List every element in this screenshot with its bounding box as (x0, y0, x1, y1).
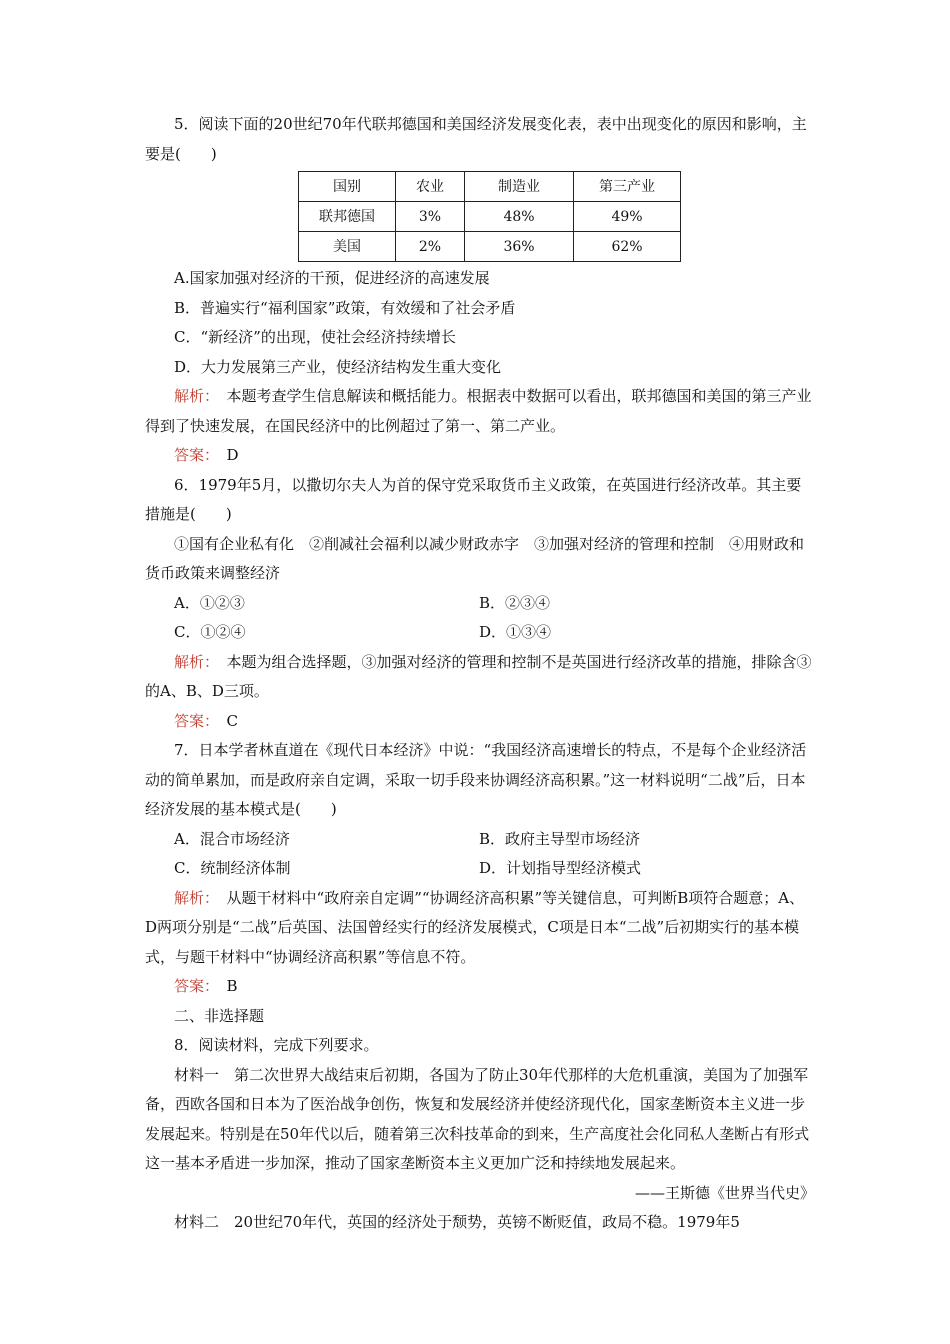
table-cell: 美国 (299, 232, 396, 262)
q7-option-a: A．混合市场经济 (174, 829, 290, 848)
analysis-text: 本题为组合选择题，③加强对经济的管理和控制不是英国进行经济改革的措施，排除含③的A、B、D三项。 (145, 652, 812, 700)
q6-option-b: B．②③④ (479, 593, 551, 612)
q6-option-c: C．①②④ (174, 623, 246, 641)
q7-options-row-1 (145, 825, 815, 855)
table-row (299, 232, 681, 262)
q8-material-1-source: ——王斯德《世界当代史》 (634, 1183, 815, 1202)
q6-analysis (145, 648, 815, 707)
answer-label: 答案： (174, 977, 212, 995)
q6-options-row-2 (145, 618, 815, 648)
table-cell: 62% (574, 232, 681, 262)
q5-option-a: A.国家加强对经济的干预，促进经济的高速发展 (174, 269, 490, 287)
q6-answer (145, 707, 815, 737)
answer-label: 答案： (174, 711, 212, 730)
q7-option-c: C．统制经济体制 (174, 859, 291, 877)
q5-table (298, 171, 681, 262)
table-row (299, 202, 681, 232)
analysis-text: 本题考查学生信息解读和概括能力。根据表中数据可以看出，联邦德国和美国的第三产业得到了快速发展，在国民经济中的比例超过了第一、第二产业。 (145, 387, 812, 435)
answer-text: C (226, 711, 239, 730)
table-row (299, 172, 681, 202)
q5-stem: 5．阅读下面的20世纪70年代联邦德国和美国经济发展变化表，表中出现变化的原因和影响，主要是( ) (145, 115, 807, 163)
q5-option-b: B．普遍实行“福利国家”政策，有效缓和了社会矛盾 (174, 298, 516, 317)
q5-option-d: D．大力发展第三产业，使经济结构发生重大变化 (174, 357, 502, 376)
answer-text: B (226, 977, 238, 995)
q8-material-1: 材料一 第二次世界大战结束后初期，各国为了防止30年代那样的大危机重演，美国为了加强军备，西欧各国和日本为了医治战争创伤，恢复和发展经济并使经济现代化，国家垄断资本主义进一步发展起来。特别是在50年代以后，随着第三次科技革命的到来，生产高度社会化同私人垄断占有形式这一基本矛盾进一步加深，推动了国家垄断资本主义更加广泛和持续地发展起来。 (145, 1065, 810, 1172)
table-cell: 制造业 (465, 172, 574, 202)
q6-option-d: D．①③④ (479, 623, 552, 641)
q7-option-d: D．计划指导型经济模式 (479, 859, 642, 877)
section-heading: 二、非选择题 (174, 1006, 265, 1025)
q7-answer (145, 972, 815, 1002)
table-cell: 49% (574, 202, 681, 232)
analysis-label: 解析： (174, 387, 212, 405)
table-cell: 2% (396, 232, 465, 262)
q5-answer (145, 441, 815, 471)
answer-text: D (226, 446, 239, 464)
table-cell: 第三产业 (574, 172, 681, 202)
analysis-label: 解析： (174, 888, 212, 907)
q7-analysis (145, 884, 815, 973)
q6-stem: 6．1979年5月，以撒切尔夫人为首的保守党采取货币主义政策，在英国进行经济改革。其主要措施是( ) (145, 475, 802, 523)
document-page (145, 110, 815, 1238)
q7-option-b: B．政府主导型市场经济 (479, 829, 641, 848)
table-cell: 农业 (396, 172, 465, 202)
table-cell: 联邦德国 (299, 202, 396, 232)
table-cell: 48% (465, 202, 574, 232)
q7-options-row-2 (145, 854, 815, 884)
q5-analysis (145, 382, 815, 441)
table-cell: 国别 (299, 172, 396, 202)
q8-material-2: 材料二 20世纪70年代，英国的经济处于颓势，英镑不断贬值，政局不稳。1979年5 (174, 1213, 740, 1231)
analysis-text: 从题干材料中“政府亲自定调”“协调经济高积累”等关键信息，可判断B项符合题意；A、D两项分别是“二战”后英国、法国曾经实行的经济发展模式，C项是日本“二战”后初期实行的基本模式，与题干材料中“协调经济高积累”等信息不符。 (145, 888, 805, 966)
table-cell: 3% (396, 202, 465, 232)
q5-option-c: C．“新经济”的出现，使社会经济持续增长 (174, 328, 456, 346)
q6-options-row-1 (145, 589, 815, 619)
q6-option-a: A．①②③ (174, 593, 245, 612)
analysis-label: 解析： (174, 652, 212, 671)
answer-label: 答案： (174, 446, 212, 464)
q6-items: ①国有企业私有化 ②削减社会福利以减少财政赤字 ③加强对经济的管理和控制 ④用财政和货币政策来调整经济 (145, 534, 805, 582)
q7-stem: 7．日本学者林直道在《现代日本经济》中说：“我国经济高速增长的特点，不是每个企业经济活动的简单累加，而是政府亲自定调，采取一切手段来协调经济高积累。”这一材料说明“二战”后，日本经济发展的基本模式是( ) (145, 741, 807, 818)
table-cell: 36% (465, 232, 574, 262)
q8-stem: 8．阅读材料，完成下列要求。 (174, 1036, 379, 1054)
